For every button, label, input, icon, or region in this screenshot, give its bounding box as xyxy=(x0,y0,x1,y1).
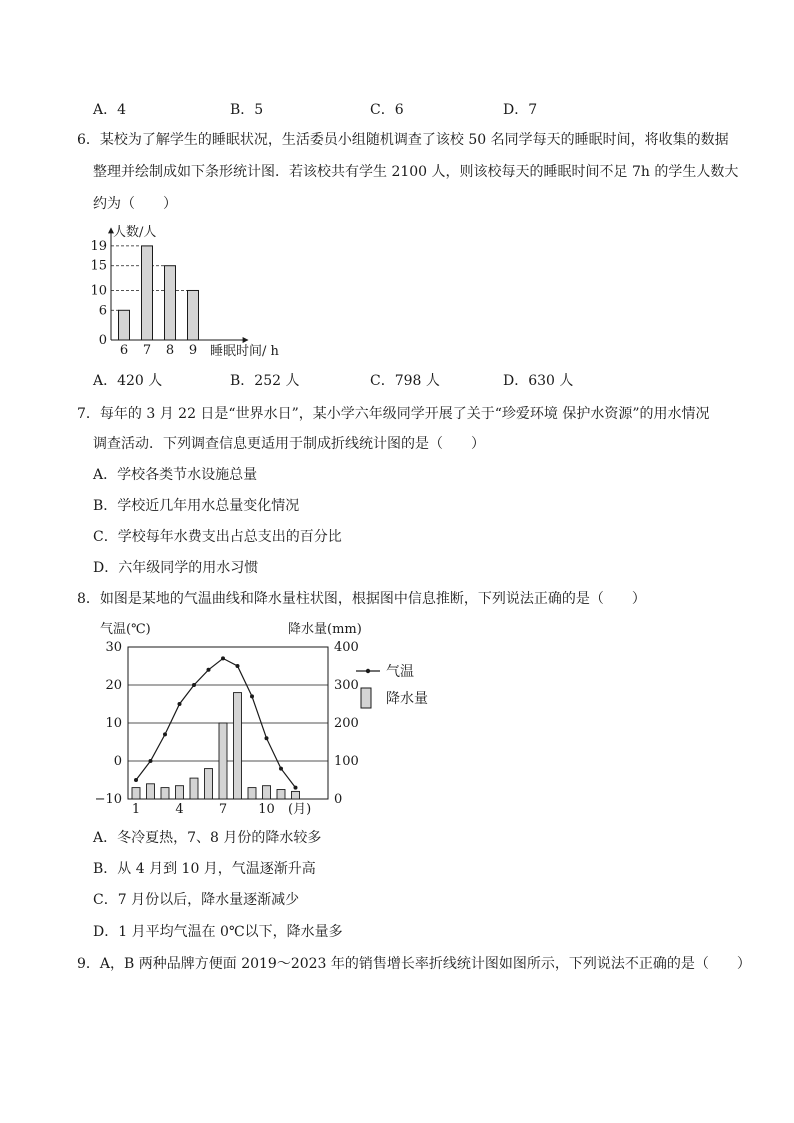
q6-stem-line-1: 6．某校为了解学生的睡眠状况，生活委员小组随机调查了该校 50 名同学每天的睡眠时间，将收集的数据 xyxy=(77,132,729,148)
q6-option-a[interactable]: A．420 人 xyxy=(93,373,163,389)
temperature-point-month-12 xyxy=(294,786,298,790)
bar-8 xyxy=(165,266,176,340)
legend-precipitation-label: 降水量 xyxy=(386,691,428,707)
y-tick-label: 0 xyxy=(98,333,107,348)
precipitation-bar-month-6 xyxy=(205,769,213,799)
q7-option-a[interactable]: A．学校各类节水设施总量 xyxy=(93,467,258,483)
temperature-tick-label: 30 xyxy=(105,640,122,655)
temperature-point-month-6 xyxy=(207,668,211,672)
month-tick-label: 1 xyxy=(131,802,141,817)
q9-stem: 9．A，B 两种品牌方便面 2019～2023 年的销售增长率折线统计图如图所示，下列说法不正确的是（ ） xyxy=(77,956,751,972)
y-axis-label: 人数/人 xyxy=(113,225,157,240)
precipitation-bar-month-4 xyxy=(176,786,184,799)
month-tick-label: 4 xyxy=(175,802,184,817)
right-y-axis-label: 降水量(mm) xyxy=(288,622,362,637)
bar-9 xyxy=(188,290,199,340)
temperature-tick-label: −10 xyxy=(94,792,122,807)
precipitation-tick-label: 0 xyxy=(334,792,343,807)
x-tick-label: 9 xyxy=(188,343,198,358)
q5-option-d[interactable]: D．7 xyxy=(503,102,538,118)
legend-precipitation-bar-icon xyxy=(361,688,371,708)
q5-option-b[interactable]: B．5 xyxy=(230,102,264,118)
precipitation-bar-month-10 xyxy=(263,786,271,799)
q6-stem-line-2: 整理并绘制成如下条形统计图．若该校共有学生 2100 人，则该校每天的睡眠时间不足 7h 的学生人数大 xyxy=(93,164,739,180)
precipitation-bar-month-11 xyxy=(277,790,285,800)
temperature-point-month-7 xyxy=(221,656,225,660)
bar-7 xyxy=(142,246,153,340)
temperature-tick-label: 10 xyxy=(105,716,122,731)
q8-option-b[interactable]: B．从 4 月到 10 月，气温逐渐升高 xyxy=(93,861,316,877)
y-tick-label: 10 xyxy=(90,283,107,299)
precipitation-bar-month-8 xyxy=(234,693,242,799)
q7-option-d[interactable]: D．六年级同学的用水习惯 xyxy=(93,560,259,576)
q6-option-c[interactable]: C．798 人 xyxy=(370,373,440,389)
precipitation-tick-label: 100 xyxy=(334,754,359,769)
x-tick-label: 8 xyxy=(165,343,175,358)
q5-option-a[interactable]: A．4 xyxy=(93,102,127,118)
precipitation-tick-label: 400 xyxy=(334,640,359,655)
temperature-point-month-10 xyxy=(265,736,269,740)
temperature-point-month-9 xyxy=(250,694,254,698)
q8-stem: 8．如图是某地的气温曲线和降水量柱状图，根据图中信息推断，下列说法正确的是（ ） xyxy=(77,591,646,607)
q8-option-c[interactable]: C．7 月份以后，降水量逐渐减少 xyxy=(93,892,300,908)
y-tick-label: 6 xyxy=(98,303,107,319)
temperature-point-month-3 xyxy=(163,732,167,736)
sleep-bar-chart xyxy=(88,222,318,362)
q6-stem-line-3: 约为（ ） xyxy=(93,196,177,212)
q7-option-b[interactable]: B．学校近几年用水总量变化情况 xyxy=(93,498,300,514)
precipitation-bar-month-2 xyxy=(147,784,155,799)
temperature-point-month-4 xyxy=(178,702,182,706)
left-y-axis-label: 气温(℃) xyxy=(100,622,151,637)
q5-option-c[interactable]: C．6 xyxy=(370,102,404,118)
q7-option-c[interactable]: C．学校每年水费支出占总支出的百分比 xyxy=(93,529,342,545)
month-tick-label: 7 xyxy=(218,802,228,817)
temperature-point-month-5 xyxy=(192,683,196,687)
precipitation-bar-month-9 xyxy=(248,788,256,799)
precipitation-bar-month-1 xyxy=(132,788,140,799)
q6-option-d[interactable]: D．630 人 xyxy=(503,373,574,389)
q6-option-b[interactable]: B．252 人 xyxy=(230,373,300,389)
q7-stem-line-1: 7．每年的 3 月 22 日是“世界水日”，某小学六年级同学开展了关于“珍爱环境 保护水资源”的用水情况 xyxy=(77,406,710,422)
q8-option-a[interactable]: A．冬冷夏热，7、8 月份的降水较多 xyxy=(93,830,322,846)
x-tick-label: 7 xyxy=(142,343,152,358)
temperature-tick-label: 0 xyxy=(113,754,122,769)
precipitation-bar-month-12 xyxy=(292,791,300,799)
y-tick-label: 15 xyxy=(90,258,107,274)
precipitation-tick-label: 200 xyxy=(334,716,359,731)
month-tick-label: 10 xyxy=(258,802,275,817)
precipitation-bar-month-5 xyxy=(190,778,198,799)
temperature-tick-label: 20 xyxy=(105,678,122,693)
temperature-point-month-11 xyxy=(279,767,283,771)
precipitation-tick-label: 300 xyxy=(334,678,359,693)
legend-temperature-label: 气温 xyxy=(386,664,414,680)
q7-stem-line-2: 调查活动．下列调查信息更适用于制成折线统计图的是（ ） xyxy=(93,436,485,452)
temperature-point-month-8 xyxy=(236,664,240,668)
climate-chart xyxy=(88,616,448,822)
x-axis-unit: (月) xyxy=(288,802,312,817)
x-axis-label: 睡眠时间/ h xyxy=(210,344,279,359)
q8-option-d[interactable]: D．1 月平均气温在 0℃以下，降水量多 xyxy=(93,924,343,940)
precipitation-bar-month-3 xyxy=(161,788,169,799)
y-tick-label: 19 xyxy=(90,238,107,254)
bar-6 xyxy=(119,310,130,340)
temperature-point-month-2 xyxy=(149,759,153,763)
precipitation-bar-month-7 xyxy=(219,723,227,799)
temperature-point-month-1 xyxy=(134,778,138,782)
x-tick-label: 6 xyxy=(119,343,129,358)
legend-temperature-dot-icon xyxy=(366,669,370,673)
